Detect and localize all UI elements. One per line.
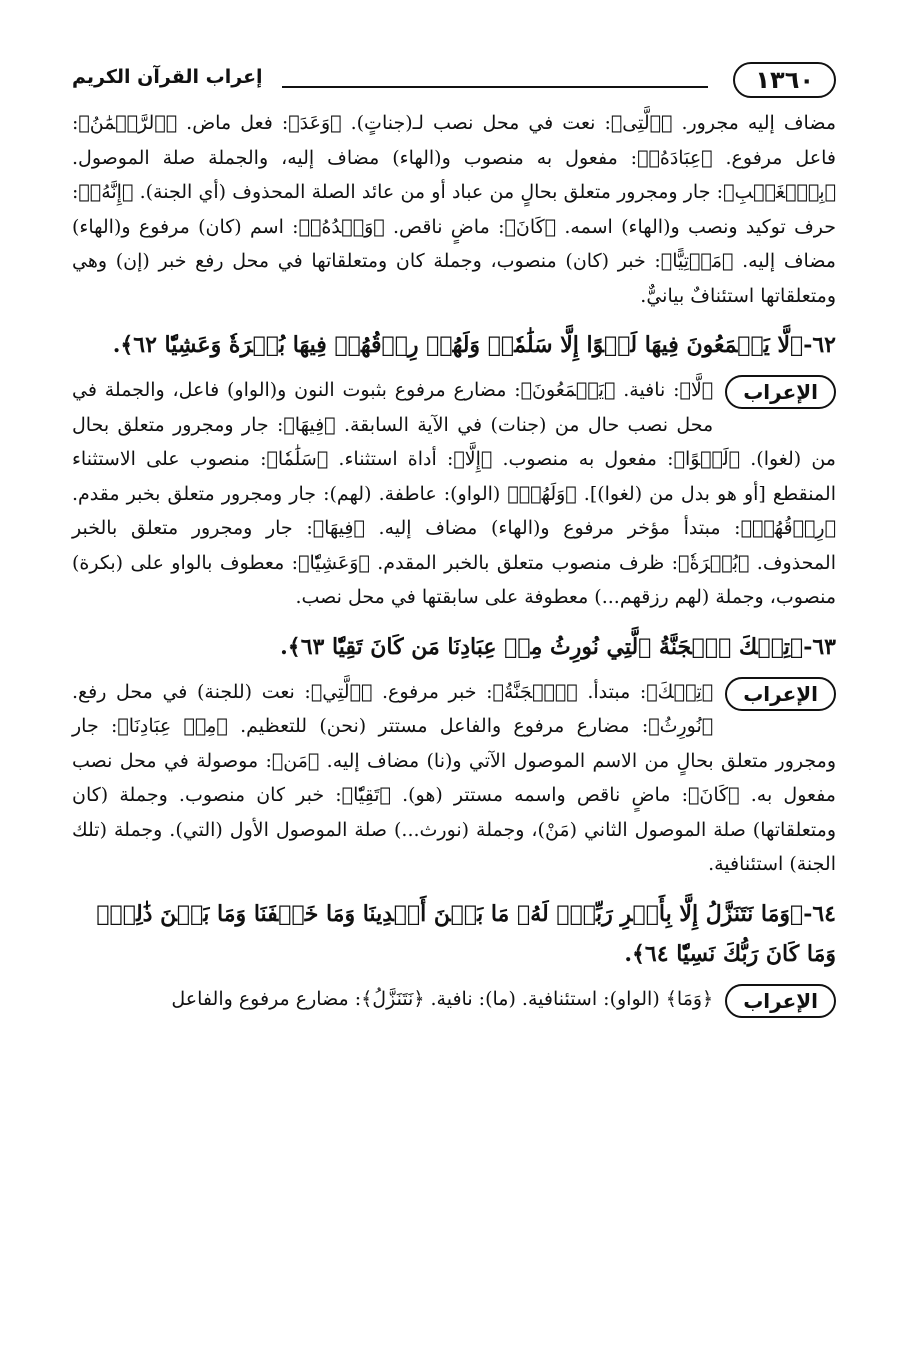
page-number: ١٣٦٠ <box>733 62 836 98</box>
header-rule <box>282 86 708 88</box>
page-header <box>72 60 836 106</box>
irab-label: الإعراب <box>725 984 836 1018</box>
irab-label: الإعراب <box>725 677 836 711</box>
irab-label: الإعراب <box>725 375 836 409</box>
verse-62: ٦٢-﴿لَّا يَسۡمَعُونَ فِيهَا لَغۡوًا إِلَّا سَلَٰمٗاۖ وَلَهُمۡ رِزۡقُهُمۡ فِيهَا بُكۡرَةٗ وَعَشِيّٗا ٦٢﴾. <box>112 332 836 358</box>
irab-text-62: ﴿لَّا﴾: نافية. ﴿يَسۡمَعُونَ﴾: مضارع مرفوع بثبوت النون و(الواو) فاعل، والجملة في محل نصب حال من (جنات) في الآية السابقة. ﴿فِيهَا﴾: جار ومجرور متعلق بحال من (لغوا). ﴿لَغۡوًا﴾: مفعول به منصوب. ﴿إِلَّا﴾: أداة استثناء. ﴿سَلَٰمٗا﴾: منصوب على الاستثناء المنقطع [أو هو بدل من (لغوا)]. ﴿وَلَهُمۡ﴾ (الواو): عاطفة. (لهم): جار ومجرور متعلق بخبر مقدم. ﴿رِزۡقُهُمۡ﴾: مبتدأ مؤخر مرفوع و(الهاء) مضاف إليه. ﴿فِيهَا﴾: جار ومجرور متعلق بالخبر المحذوف. ﴿بُكۡرَةٗ﴾: ظرف منصوب متعلق بالخبر المقدم. ﴿وَعَشِيّٗا﴾: معطوف بالواو على (بكرة) منصوب، وجملة (لهم رزقهم...) معطوفة على سابقتها في محل نصب. <box>72 379 836 608</box>
top-paragraph: مضاف إليه مجرور. ﴿ٱلَّتِى﴾: نعت في محل نصب لـ(جناتٍ). ﴿وَعَدَ﴾: فعل ماض. ﴿ٱلرَّحۡمَٰنُ﴾: فاعل مرفوع. ﴿عِبَادَهُۥ﴾: مفعول به منصوب و(الهاء) مضاف إليه، والجملة صلة الموصول. ﴿بِٱلۡغَيۡبِ﴾: جار ومجرور متعلق بحالٍ من عباد أو من عائد الصلة المحذوف (أي الجنة). ﴿إِنَّهُۥ﴾: حرف توكيد ونصب و(الهاء) اسمه. ﴿كَانَ﴾: ماضٍ ناقص. ﴿وَعۡدُهُۥ﴾: اسم (كان) مرفوع و(الهاء) مضاف إليه. ﴿مَأۡتِيًّا﴾: خبر (كان) منصوب، وجملة كان ومتعلقاتها في محل رفع خبر (إن) وهي ومتعلقاتها استئنافٌ بيانيٌّ. <box>72 112 836 307</box>
verse-63: ٦٣-﴿تِلۡكَ ٱلۡجَنَّةُ ٱلَّتِي نُورِثُ مِنۡ عِبَادِنَا مَن كَانَ تَقِيّٗا ٦٣﴾. <box>280 633 836 660</box>
irab-block-64 <box>72 982 836 1017</box>
verse-64: ٦٤-﴿وَمَا نَتَنَزَّلُ إِلَّا بِأَمۡرِ رَبِّكَۖ لَهُۥ مَا بَيۡنَ أَيۡدِينَا وَمَا خَلۡفَنَا وَمَا بَيۡنَ ذَٰلِكَۚ وَمَا كَانَ رَبُّكَ نَسِيّٗا ٦٤﴾. <box>96 900 836 967</box>
irab-block-63 <box>72 675 836 882</box>
irab-text-63: ﴿تِلۡكَ﴾: مبتدأ. ﴿ٱلۡجَنَّةُ﴾: خبر مرفوع. ﴿ٱلَّتِي﴾: نعت (للجنة) في محل رفع. ﴿نُورِثُ﴾: مضارع مرفوع والفاعل مستتر (نحن) للتعظيم. ﴿مِنۡ عِبَادِنَا﴾: جار ومجرور متعلق بحالٍ من الاسم الموصول الآتي و(نا) مضاف إليه. ﴿مَن﴾: موصولة في محل نصب مفعول به. ﴿كَانَ﴾: ماضٍ ناقص واسمه مستتر (هو). ﴿تَقِيّٗا﴾: خبر كان منصوب. وجملة (كان ومتعلقاتها) صلة الموصول الثاني (مَنْ)، وجملة (نورث...) صلة الموصول الأول (التي). وجملة (تلك الجنة) استئنافية. <box>72 680 836 875</box>
irab-text-64: ﴿وَمَا﴾ (الواو): استئنافية. (ما): نافية. ﴿نَتَنَزَّلُ﴾: مضارع مرفوع والفاعل <box>171 987 714 1010</box>
page <box>72 60 836 1313</box>
book-title: إعراب القرآن الكريم <box>72 66 263 88</box>
irab-block-62 <box>72 373 836 615</box>
